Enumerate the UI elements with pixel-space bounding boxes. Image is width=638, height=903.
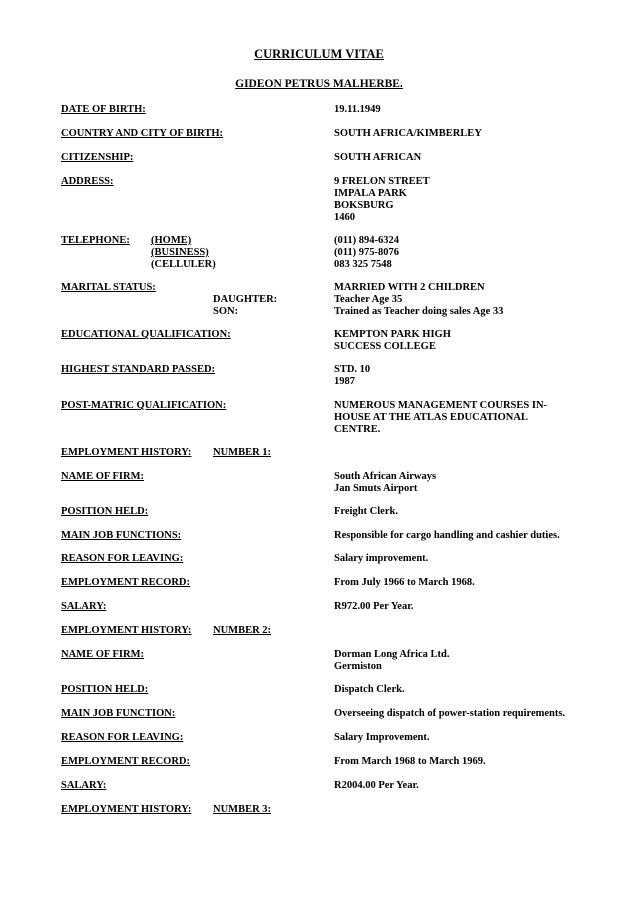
employment-history-label: EMPLOYMENT HISTORY:: [61, 447, 192, 458]
dob-label: DATE OF BIRTH:: [61, 104, 146, 115]
leaving-label: REASON FOR LEAVING:: [61, 553, 184, 564]
salary-value: R972.00 Per Year.: [334, 601, 414, 612]
telephone-number-cell: 083 325 7548: [334, 259, 392, 270]
telephone-label: TELEPHONE:: [61, 235, 130, 246]
functions-value: Overseeing dispatch of power-station requirements.: [334, 708, 566, 719]
leaving-label: REASON FOR LEAVING:: [61, 732, 184, 743]
telephone-type-home: (HOME): [151, 235, 192, 246]
citizenship-label: CITIZENSHIP:: [61, 152, 134, 163]
record-value: From July 1966 to March 1968.: [334, 577, 475, 588]
postmatric-line: NUMEROUS MANAGEMENT COURSES IN-: [334, 400, 548, 411]
address-value: [334, 176, 430, 224]
record-label: EMPLOYMENT RECORD:: [61, 756, 191, 767]
firm-line: Dorman Long Africa Ltd.: [334, 649, 450, 660]
telephone-number-home: (011) 894-6324: [334, 235, 400, 246]
employment-history-label: EMPLOYMENT HISTORY:: [61, 625, 192, 636]
functions-label: MAIN JOB FUNCTIONS:: [61, 530, 182, 541]
standard-line: 1987: [334, 376, 355, 387]
postmatric-label: POST-MATRIC QUALIFICATION:: [61, 400, 227, 411]
position-label: POSITION HELD:: [61, 506, 149, 517]
postmatric-value: [334, 400, 547, 436]
record-label: EMPLOYMENT RECORD:: [61, 577, 191, 588]
address-line: IMPALA PARK: [334, 188, 407, 199]
firm-label: NAME OF FIRM:: [61, 471, 145, 482]
position-value: Dispatch Clerk.: [334, 684, 405, 695]
marital-value: MARRIED WITH 2 CHILDREN: [334, 282, 485, 293]
telephone-numbers: [334, 235, 399, 271]
document-title: CURRICULUM VITAE: [254, 47, 384, 61]
functions-label: MAIN JOB FUNCTION:: [61, 708, 176, 719]
education-line: KEMPTON PARK HIGH: [334, 329, 451, 340]
daughter-value: Teacher Age 35: [334, 294, 403, 305]
leaving-value: Salary Improvement.: [334, 732, 430, 743]
firm-line: South African Airways: [334, 471, 437, 482]
record-value: From March 1968 to March 1969.: [334, 756, 486, 767]
daughter-label: DAUGHTER:: [213, 294, 278, 305]
son-value: Trained as Teacher doing sales Age 33: [334, 306, 504, 317]
son-label: SON:: [213, 306, 239, 317]
telephone-types: [151, 235, 216, 271]
salary-value: R2004.00 Per Year.: [334, 780, 419, 791]
postmatric-line: CENTRE.: [334, 424, 381, 435]
salary-label: SALARY:: [61, 601, 107, 612]
telephone-number-business: (011) 975-8076: [334, 247, 400, 258]
address-line: 9 FRELON STREET: [334, 176, 430, 187]
dob-value: 19.11.1949: [334, 104, 381, 115]
firm-line: Jan Smuts Airport: [334, 483, 418, 494]
leaving-value: Salary improvement.: [334, 553, 429, 564]
telephone-type-cell: (CELLULER): [151, 259, 216, 270]
employment-history-label: EMPLOYMENT HISTORY:: [61, 804, 192, 815]
marital-label: MARITAL STATUS:: [61, 282, 156, 293]
citizenship-value: SOUTH AFRICAN: [334, 152, 422, 163]
employment-number: NUMBER 3:: [213, 804, 272, 815]
salary-label: SALARY:: [61, 780, 107, 791]
employment-number: NUMBER 2:: [213, 625, 272, 636]
birthplace-label: COUNTRY AND CITY OF BIRTH:: [61, 128, 224, 139]
address-label: ADDRESS:: [61, 176, 114, 187]
birthplace-value: SOUTH AFRICA/KIMBERLEY: [334, 128, 482, 139]
telephone-type-business: (BUSINESS): [151, 247, 209, 258]
position-label: POSITION HELD:: [61, 684, 149, 695]
firm-value: [334, 471, 436, 495]
employment-number: NUMBER 1:: [213, 447, 272, 458]
standard-value: [334, 364, 370, 388]
firm-value: [334, 649, 450, 673]
firm-line: Germiston: [334, 661, 382, 672]
standard-label: HIGHEST STANDARD PASSED:: [61, 364, 216, 375]
candidate-name: GIDEON PETRUS MALHERBE.: [235, 78, 403, 90]
address-line: BOKSBURG: [334, 200, 394, 211]
education-value: [334, 329, 451, 353]
firm-label: NAME OF FIRM:: [61, 649, 145, 660]
functions-value: Responsible for cargo handling and cashier duties.: [334, 530, 560, 541]
position-value: Freight Clerk.: [334, 506, 398, 517]
postmatric-line: HOUSE AT THE ATLAS EDUCATIONAL: [334, 412, 528, 423]
education-label: EDUCATIONAL QUALIFICATION:: [61, 329, 231, 340]
address-line: 1460: [334, 212, 355, 223]
education-line: SUCCESS COLLEGE: [334, 341, 436, 352]
standard-line: STD. 10: [334, 364, 371, 375]
